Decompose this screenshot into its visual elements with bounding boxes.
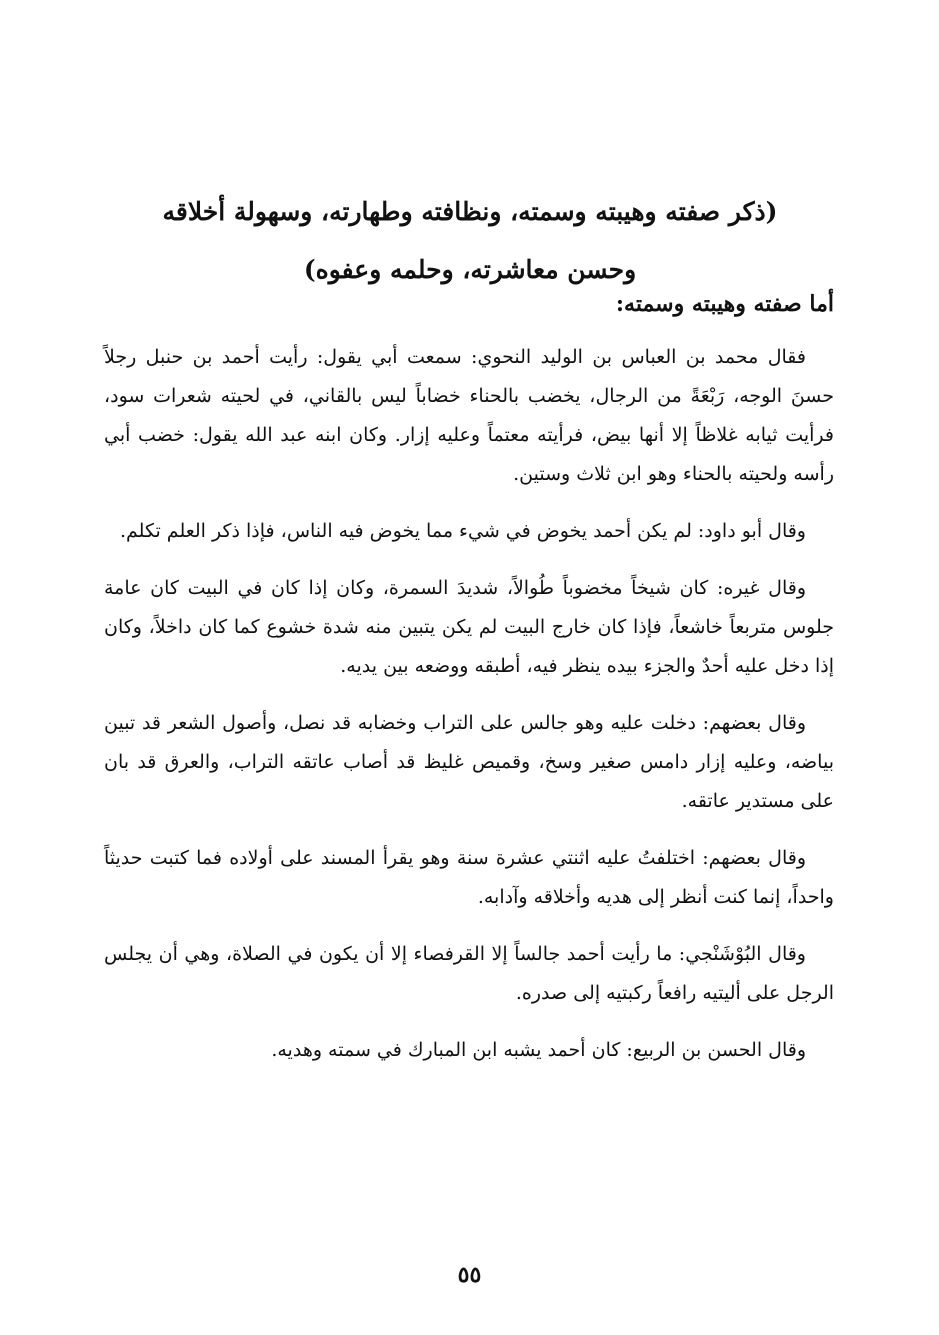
paragraph-1: فقال محمد بن العباس بن الوليد النحوي: سمعت أبي يقول: رأيت أحمد بن حنبل رجلاً حسنَ الوجه، رَبْعَةً من الرجال، يخضب بالحناء خضاباً ليس بالقاني، في لحيته شعرات سود، فرأيت ثيابه غلاظاً إلا أنها بيض، فرأيته معتماً وعليه إزار. وكان ابنه عبد الله يقول: خضب أبي رأسه ولحيته بالحناء وهو ابن ثلاث وستين. bbox=[104, 346, 834, 485]
paragraph-7: وقال الحسن بن الربيع: كان أحمد يشبه ابن المبارك في سمته وهديه. bbox=[271, 1039, 806, 1061]
body-text bbox=[104, 338, 834, 1088]
paragraph-6: وقال البُوْشَنْجي: ما رأيت أحمد جالساً إلا القرفصاء إلا أن يكون في الصلاة، وهي أن يجلس الرجل على أليتيه رافعاً ركبتيه إلى صدره. bbox=[104, 943, 834, 1004]
chapter-title-line-1: (ذكر صفته وهيبته وسمته، ونظافته وطهارته، وسهولة أخلاقه bbox=[162, 197, 778, 226]
page-number: ٥٥ bbox=[457, 1262, 482, 1288]
paragraph-5: وقال بعضهم: اختلفتُ عليه اثنتي عشرة سنة وهو يقرأ المسند على أولاده فما كتبت حديثاً واحداً، إنما كنت أنظر إلى هديه وأخلاقه وآدابه. bbox=[104, 847, 834, 908]
section-subheading: أما صفته وهيبته وسمته: bbox=[615, 291, 834, 317]
paragraph-4: وقال بعضهم: دخلت عليه وهو جالس على التراب وخضابه قد نصل، وأصول الشعر قد تبين بياضه، وعليه إزار دامس صغير وسخ، وقميص غليظ قد أصاب عاتقه التراب، والعرق قد بان على مستدير عاتقه. bbox=[104, 712, 834, 812]
chapter-title-line-2: وحسن معاشرته، وحلمه وعفوه) bbox=[303, 255, 637, 284]
paragraph-3: وقال غيره: كان شيخاً مخضوباً طُوالاً، شديدَ السمرة، وكان إذا كان في البيت كان عامة جلوس متربعاً خاشعاً، فإذا كان خارج البيت لم يكن يتبين منه شدة خشوع كما كان داخلاً، وكان إذا دخل عليه أحدٌ والجزء بيده ينظر فيه، أطبقه ووضعه بين يديه. bbox=[104, 577, 834, 677]
paragraph-2: وقال أبو داود: لم يكن أحمد يخوض في شيء مما يخوض فيه الناس، فإذا ذكر العلم تكلم. bbox=[120, 520, 806, 542]
chapter-title bbox=[120, 183, 820, 299]
